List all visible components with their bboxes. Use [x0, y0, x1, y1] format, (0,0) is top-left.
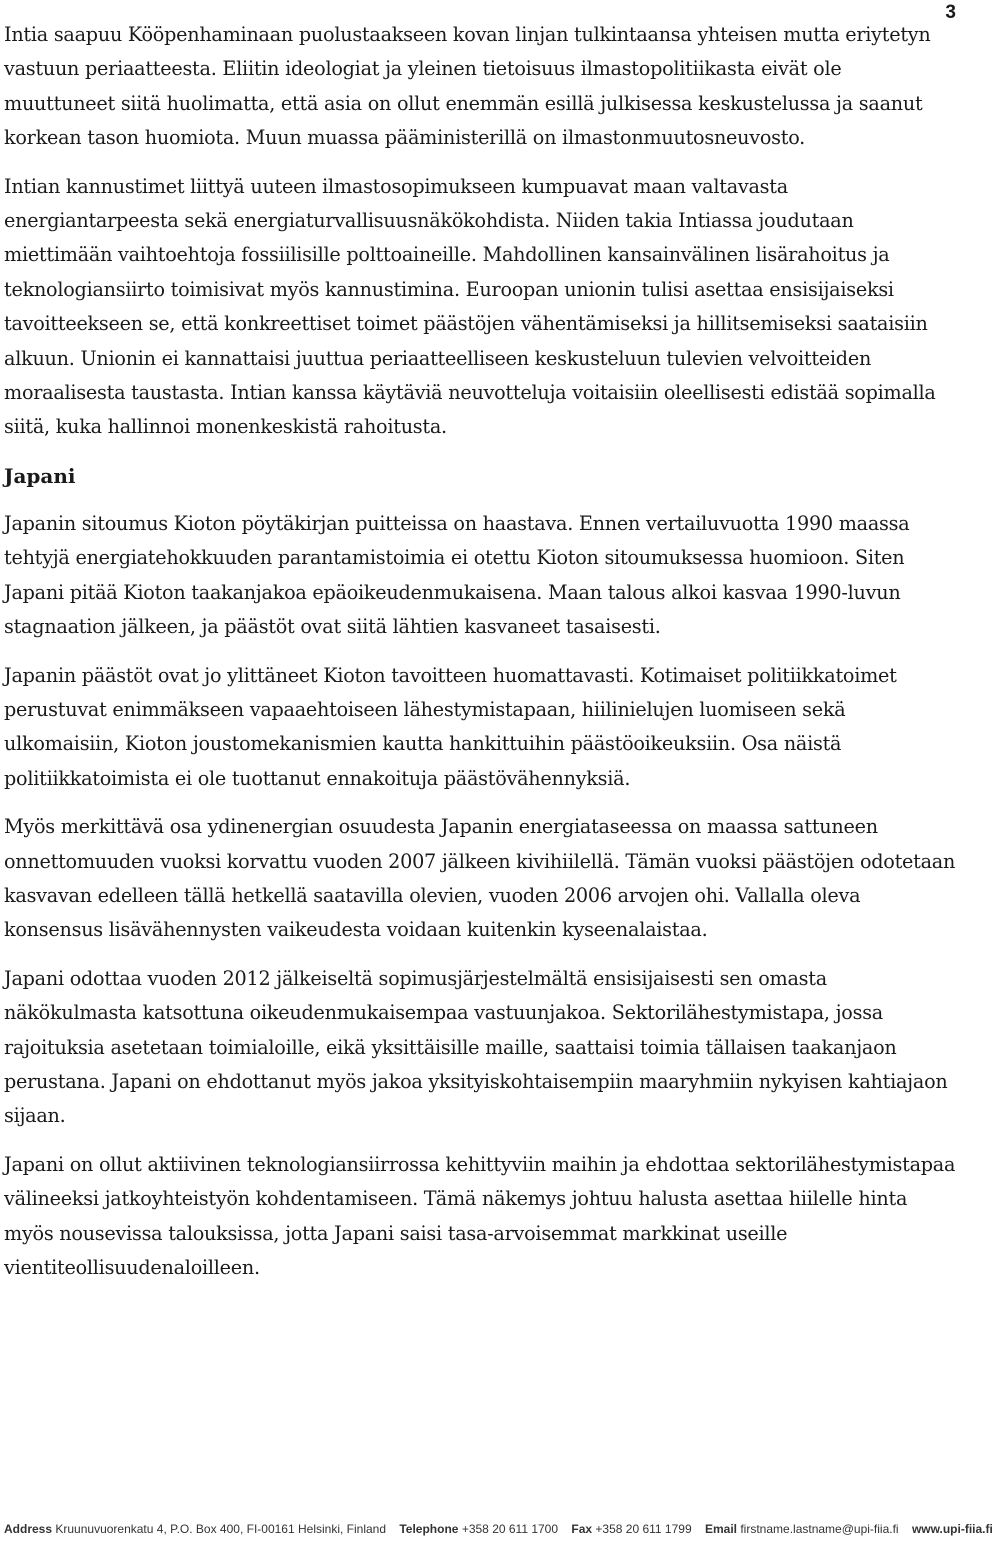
document-body — [4, 18, 956, 1299]
body-paragraph: Myös merkittävä osa ydinenergian osuudesta Japanin energiataseessa on maassa sattuneen onnettomuuden vuoksi korvattu vuoden 2007 jälkeen kivihiilellä. Tämän vuoksi päästöjen odotetaan kasvavan edelleen tällä hetkellä saatavilla olevien, vuoden 2006 arvojen ohi. Vallalla oleva konsensus lisävähennysten vaikeudesta voidaan kuitenkin kyseenalaistaa. — [4, 815, 956, 942]
footer-email — [705, 1522, 902, 1536]
footer-email-label: Email — [704, 1522, 737, 1536]
footer-telephone — [399, 1522, 561, 1536]
body-paragraph: Japanin sitoumus Kioton pöytäkirjan puitteissa on haastava. Ennen vertailuvuotta 1990 maassa tehtyjä energiatehokkuuden parantamistoimia ei otettu Kioton sitoumuksessa huomioon. Siten Japani pitää Kioton taakanjakoa epäoikeudenmukaisena. Maan talous alkoi kasvaa 1990-luvun stagnaation jälkeen, ja päästöt ovat siitä lähtien kasvaneet tasaisesti. — [4, 511, 910, 639]
footer-address-label: Address — [4, 1522, 53, 1536]
page-footer — [4, 1521, 993, 1537]
footer-fax — [571, 1522, 695, 1536]
body-paragraph: Japani odottaa vuoden 2012 jälkeiseltä sopimusjärjestelmältä ensisijaisesti sen omasta näkökulmasta katsottuna oikeudenmukaisempaa vastuunjakoa. Sektorilähestymistapa, jossa rajoituksia asetetaan toimialoille, eikä yksittäisille maille, saattaisi toimia tällaisen taakanjaon perustana. Japani on ehdottanut myös jakoa yksityiskohtaisempiin maaryhmiin nykyisen kahtiajaon sijaan. — [4, 966, 948, 1128]
footer-fax-value: +358 20 611 1799 — [595, 1522, 692, 1536]
footer-fax-label: Fax — [571, 1522, 593, 1536]
page-number: 3 — [945, 2, 956, 23]
body-paragraph: Intia saapuu Kööpenhaminaan puolustaakseen kovan linjan tulkintaansa yhteisen mutta eriytetyn vastuun periaatteesta. Eliitin ideologiat ja yleinen tietoisuus ilmastopolitiikasta eivät ole muuttuneet siitä huolimatta, että asia on ollut enemmän esillä julkisessa keskustelussa ja saanut korkean tason huomiota. Muun muassa pääministerillä on ilmastonmuutosneuvosto. — [4, 23, 931, 150]
footer-address — [4, 1522, 389, 1536]
body-paragraph: Intian kannustimet liittyä uuteen ilmastosopimukseen kumpuavat maan valtavasta energiantarpeesta sekä energiaturvallisuusnäkökohdista. Niiden takia Intiassa joudutaan miettimään vaihtoehtoja fossiilisille polttoaineille. Mahdollinen kansainvälinen lisärahoitus ja teknologiansiirto toimisivat myös kannustimina. Euroopan unionin tulisi asettaa ensisijaiseksi tavoitteekseen se, että konkreettiset toimet päästöjen vähentämiseksi ja hillitsemiseksi saataisiin alkuun. Unionin ei kannattaisi juuttua periaatteelliseen keskusteluun tulevien velvoitteiden moraalisesta taustasta. Intian kanssa käytäviä neuvotteluja voitaisiin oleellisesti edistää sopimalla siitä, kuka hallinnoi monenkeskistä rahoitusta. — [4, 174, 936, 439]
body-paragraph: Japani on ollut aktiivinen teknologiansiirrossa kehittyviin maihin ja ehdottaa sektorilähestymistapaa välineeksi jatkoyhteistyön kohdentamiseen. Tämä näkemys johtuu halusta asettaa hiilelle hinta myös nousevissa talouksissa, jotta Japani saisi tasa-arvoisemmat markkinat useille vientiteollisuudenaloilleen. — [4, 1152, 956, 1279]
body-paragraph: Japanin päästöt ovat jo ylittäneet Kioton tavoitteen huomattavasti. Kotimaiset politiikkatoimet perustuvat enimmäkseen vapaaehtoiseen lähestymistapaan, hiilinielujen luomiseen sekä ulkomaisiin, Kioton joustomekanismien kautta hankittuihin päästöoikeuksiin. Osa näistä politiikkatoimista ei ole tuottanut ennakoituja päästövähennyksiä. — [4, 663, 897, 790]
footer-address-value: Kruunuvuorenkatu 4, P.O. Box 400, FI-00161 Helsinki, Finland — [55, 1522, 387, 1536]
footer-telephone-value: +358 20 611 1700 — [461, 1522, 559, 1536]
footer-website: www.upi-fiia.fi — [911, 1522, 993, 1536]
footer-telephone-label: Telephone — [399, 1522, 459, 1536]
section-heading: Japani — [4, 463, 76, 488]
footer-email-value: firstname.lastname@upi-fiia.fi — [740, 1522, 899, 1536]
